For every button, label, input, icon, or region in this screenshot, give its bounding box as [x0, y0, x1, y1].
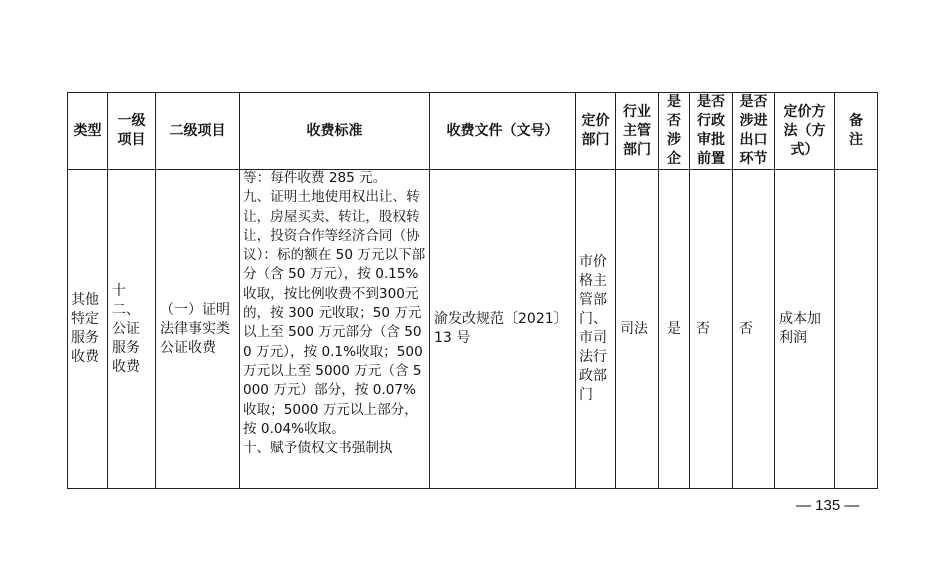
cell-standard: 等：每件收费 285 元。 九、证明土地使用权出让、转让，房屋买卖、转让，股权转让，投资合作等经济合同（协议）：标的额在 50 万元以下部分（含 50 万元），按 0.15%收取，按比例收费不到300元的，按 300 元收取；50 万元以上至 500 万元部分（含 500 万元），按 0.1%收取；500 万元以上至 5000 万元（含 5000 万元）部分，按 0.07%收取；5000 万元以上部分，按 0.04%收取。 十、赋予债权文书强制执 [240, 170, 430, 489]
cell-level1: 十二、公证服务收费 [108, 170, 156, 489]
header-standard: 收费标准 [240, 93, 430, 170]
header-remarks: 备注 [835, 93, 878, 170]
cell-remarks [835, 170, 878, 489]
header-row [68, 93, 878, 170]
header-admin-approval: 是否行政审批前置 [690, 93, 733, 170]
cell-involves-enterprise: 是 [659, 170, 690, 489]
header-type: 类型 [68, 93, 108, 170]
table-row [68, 170, 878, 489]
header-level2: 二级项目 [156, 93, 240, 170]
page-number: — 135 — [796, 497, 860, 514]
cell-type: 其他特定服务收费 [68, 170, 108, 489]
header-pricing-method: 定价方法（方式） [775, 93, 835, 170]
header-pricing-dept: 定价部门 [576, 93, 616, 170]
cell-admin-approval: 否 [690, 170, 733, 489]
header-industry-dept: 行业主管部门 [616, 93, 659, 170]
fee-table [67, 92, 878, 489]
cell-industry-dept: 司法 [616, 170, 659, 489]
cell-import-export: 否 [733, 170, 775, 489]
header-level1: 一级项目 [108, 93, 156, 170]
cell-document: 渝发改规范〔2021〕13 号 [430, 170, 576, 489]
cell-pricing-method: 成本加利润 [775, 170, 835, 489]
header-involves-enterprise: 是否涉企 [659, 93, 690, 170]
cell-pricing-dept: 市价格主管部门、市司法行政部门 [576, 170, 616, 489]
header-document: 收费文件（文号） [430, 93, 576, 170]
cell-level2: （一）证明法律事实类公证收费 [156, 170, 240, 489]
header-import-export: 是否涉进出口环节 [733, 93, 775, 170]
